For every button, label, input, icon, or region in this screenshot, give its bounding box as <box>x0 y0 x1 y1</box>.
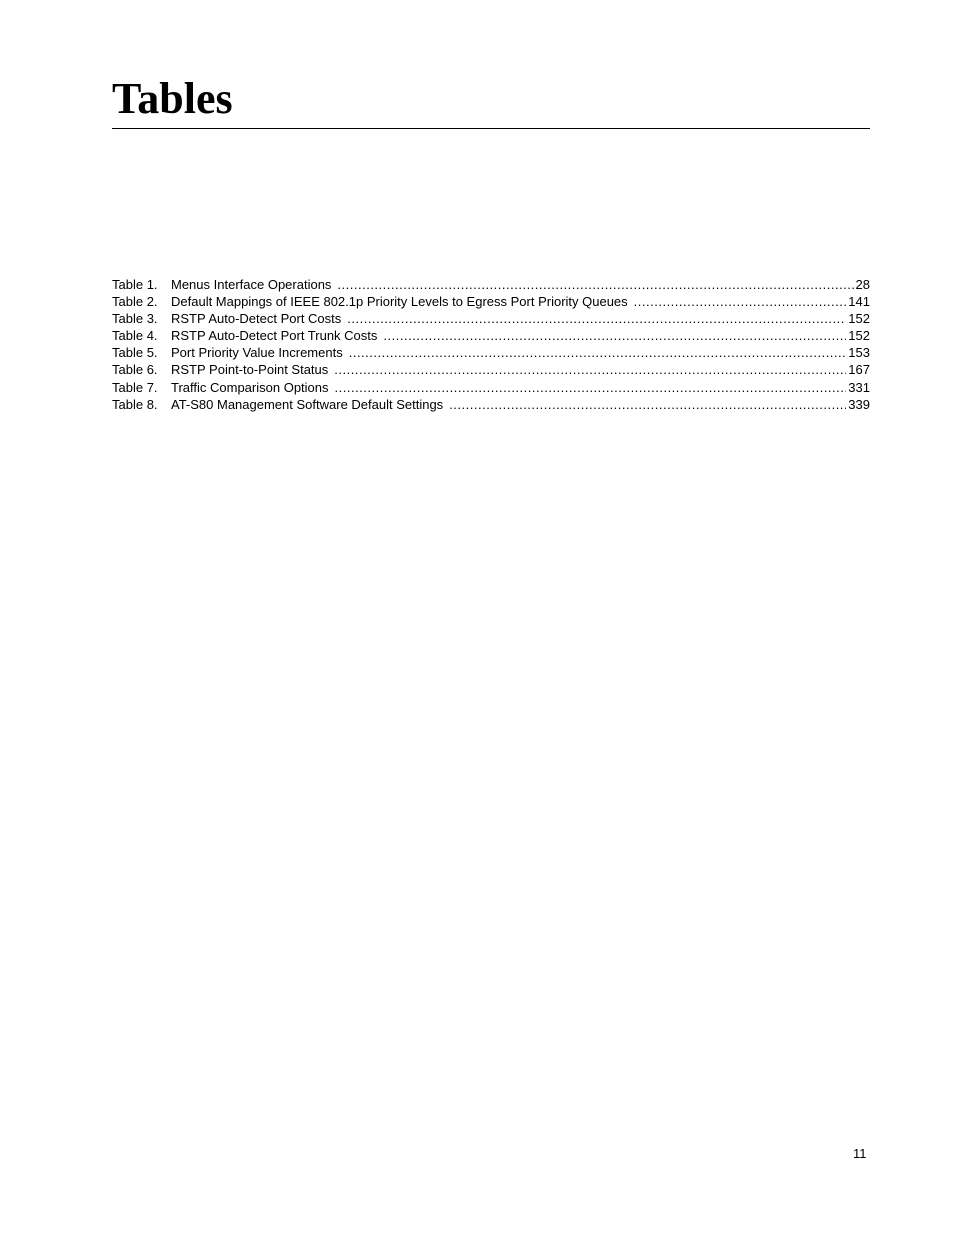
dot-leader <box>449 396 846 413</box>
entry-title: Default Mappings of IEEE 802.1p Priority Levels to Egress Port Priority Queues <box>171 294 628 310</box>
entry-label: Table 3. <box>112 311 158 327</box>
entry-title: RSTP Auto-Detect Port Costs <box>171 311 342 327</box>
list-of-tables <box>112 276 870 413</box>
entry-page: 167 <box>848 362 870 378</box>
entry-label: Table 5. <box>112 345 158 361</box>
toc-entry-table-6[interactable] <box>112 361 870 378</box>
entry-label: Table 1. <box>112 277 158 292</box>
entry-page: 152 <box>848 328 870 344</box>
dot-leader <box>383 327 846 344</box>
page-number: 11 <box>853 1146 867 1161</box>
entry-title: RSTP Auto-Detect Port Trunk Costs <box>171 328 378 344</box>
entry-label: Table 8. <box>112 396 158 412</box>
dot-leader <box>634 293 847 310</box>
toc-entry-table-4[interactable] <box>112 327 870 344</box>
page-title: Tables <box>112 74 233 123</box>
entry-page: 339 <box>848 396 870 412</box>
entry-label: Table 2. <box>112 294 158 310</box>
entry-page: 331 <box>848 379 870 395</box>
entry-title: Menus Interface Operations <box>171 277 332 292</box>
dot-leader <box>337 276 853 293</box>
entry-label: Table 6. <box>112 362 158 378</box>
title-rule <box>112 128 870 129</box>
toc-entry-table-8[interactable] <box>112 396 870 413</box>
entry-title: RSTP Point-to-Point Status <box>171 362 329 378</box>
entry-page: 28 <box>855 277 870 292</box>
toc-entry-table-2[interactable] <box>112 293 870 310</box>
entry-title: AT-S80 Management Software Default Settings <box>171 396 444 412</box>
toc-entry-table-1[interactable] <box>112 276 870 293</box>
toc-entry-table-5[interactable] <box>112 344 870 361</box>
toc-entry-table-3[interactable] <box>112 310 870 327</box>
entry-title: Traffic Comparison Options <box>171 379 329 395</box>
entry-label: Table 4. <box>112 328 158 344</box>
entry-page: 153 <box>848 345 870 361</box>
entry-title: Port Priority Value Increments <box>171 345 343 361</box>
dot-leader <box>349 344 847 361</box>
entry-label: Table 7. <box>112 379 158 395</box>
dot-leader <box>347 310 846 327</box>
entry-page: 141 <box>848 294 870 310</box>
entry-page: 152 <box>848 311 870 327</box>
toc-entry-table-7[interactable] <box>112 379 870 396</box>
dot-leader <box>334 361 846 378</box>
dot-leader <box>335 379 847 396</box>
